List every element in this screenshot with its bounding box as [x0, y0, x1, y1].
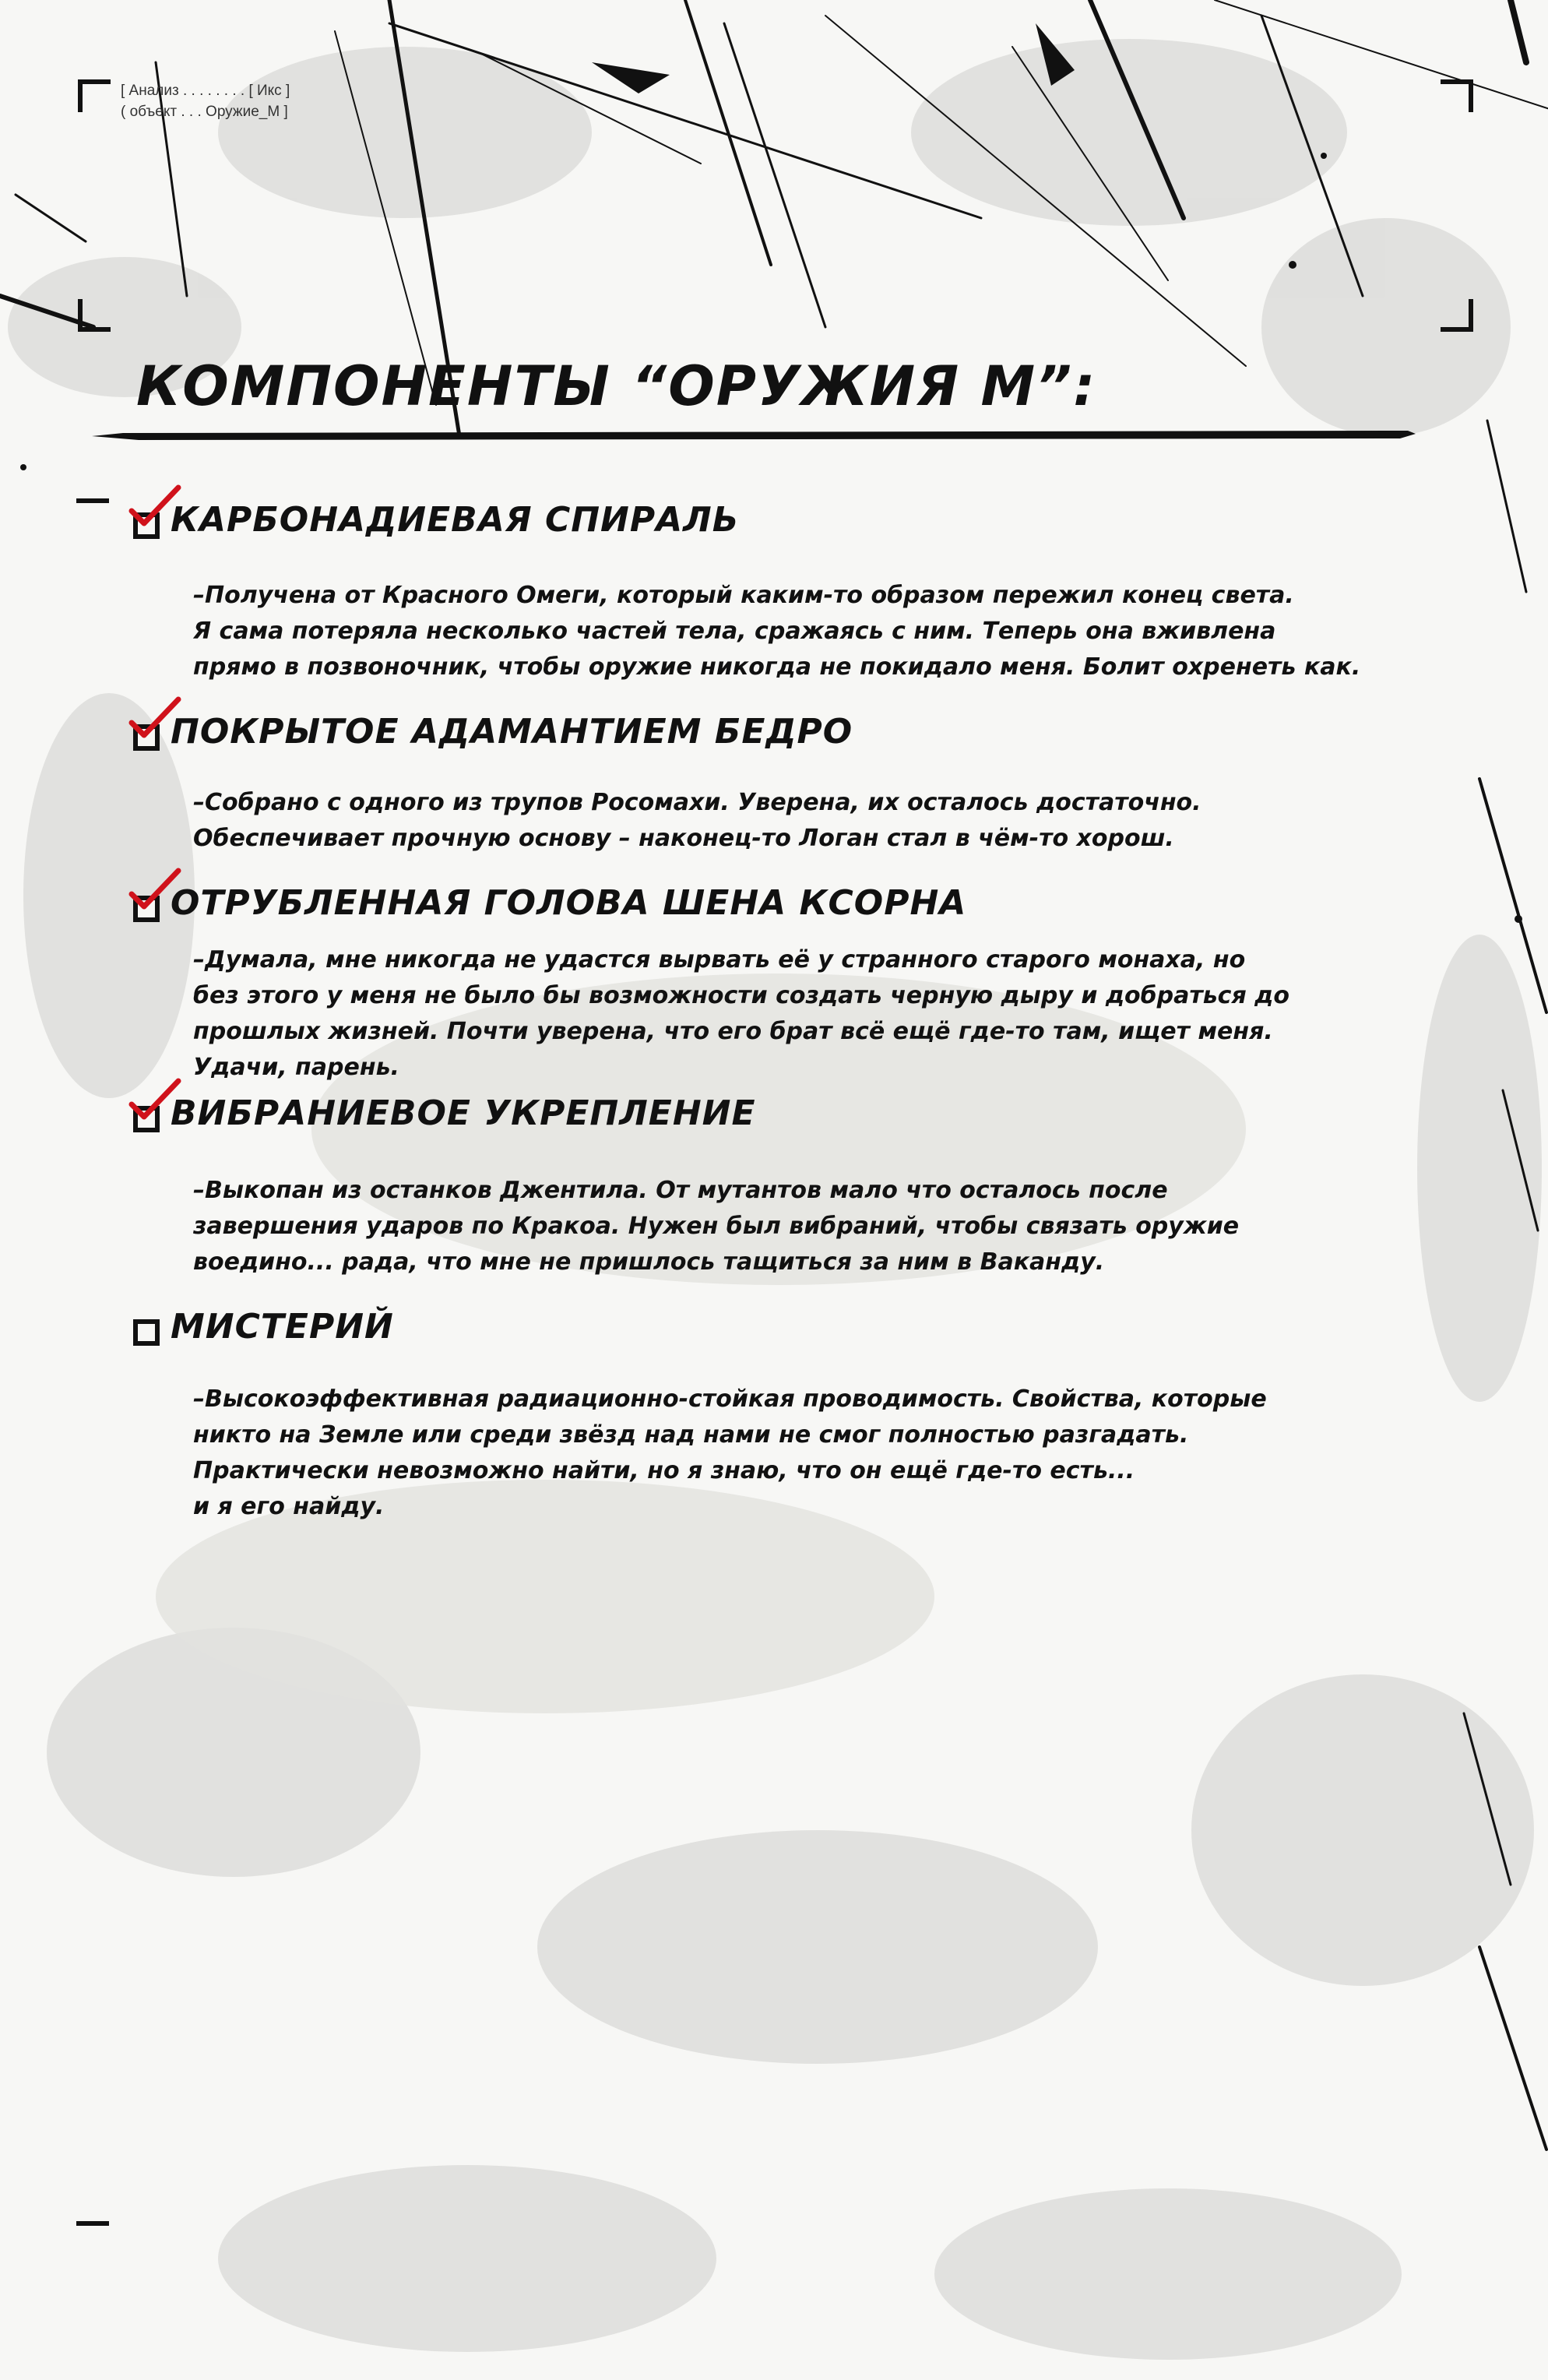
description-line: никто на Земле или среди звёзд над нами не смог полностью разгадать. [193, 1421, 1189, 1449]
frame-corner-top-right [1441, 79, 1473, 112]
page-title: КОМПОНЕНТЫ “ОРУЖИЯ М”: [136, 354, 1097, 418]
frame-corner-bottom-right [1441, 299, 1473, 332]
description-line: прошлых жизней. Почти уверена, что его брат всё ещё где-то там, ищет меня. [193, 1018, 1273, 1045]
component-title: ОТРУБЛЕННАЯ ГОЛОВА ШЕНА КСОРНА [171, 883, 967, 923]
description-line: и я его найду. [193, 1493, 385, 1520]
description-line: –Выкопан из останков Джентила. От мутантов мало что осталось после [193, 1177, 1168, 1204]
component-description [193, 785, 1346, 857]
description-line: Практически невозможно найти, но я знаю, что он ещё где-то есть... [193, 1457, 1135, 1484]
description-line: –Собрано с одного из трупов Росомахи. Уверена, их осталось достаточно. [193, 789, 1201, 816]
description-line: завершения ударов по Кракоа. Нужен был вибраний, чтобы связать оружие [193, 1213, 1240, 1240]
component-title: ПОКРЫТОЕ АДАМАНТИЕМ БЕДРО [171, 712, 853, 752]
component-description [193, 942, 1346, 1086]
description-line: Я сама потеряла несколько частей тела, сражаясь с ним. Теперь она вживлена [193, 618, 1276, 645]
description-line: Обеспечивает прочную основу – наконец-то Логан стал в чём-то хорош. [193, 825, 1174, 852]
component-title: МИСТЕРИЙ [171, 1307, 394, 1347]
component-description [193, 1173, 1346, 1280]
description-line: прямо в позвоночник, чтобы оружие никогда не покидало меня. Болит охренеть как. [193, 653, 1361, 681]
analysis-line: [ Анализ . . . . . . . . [ Икс ] [121, 83, 290, 99]
margin-dash-top [76, 498, 109, 503]
component-description [193, 1382, 1346, 1525]
description-line: –Думала, мне никогда не удастся вырвать её у странного старого монаха, но [193, 946, 1246, 973]
description-line: –Высокоэффективная радиационно-стойкая проводимость. Свойства, которые [193, 1385, 1267, 1413]
description-line: воедино... рада, что мне не пришлось тащиться за ним в Ваканду. [193, 1248, 1105, 1276]
margin-dash-bottom [76, 2221, 109, 2226]
analysis-meta [121, 80, 290, 122]
description-line: без этого у меня не было бы возможности создать черную дыру и добраться до [193, 982, 1290, 1009]
description-line: Удачи, парень. [193, 1054, 399, 1081]
component-description [193, 578, 1361, 685]
component-title: КАРБОНАДИЕВАЯ СПИРАЛЬ [171, 500, 740, 540]
object-line: ( объект . . . Оружие_М ] [121, 104, 288, 120]
component-title: ВИБРАНИЕВОЕ УКРЕПЛЕНИЕ [171, 1093, 756, 1133]
frame-corner-top-left [78, 79, 111, 112]
title-underline [92, 429, 1416, 442]
checkbox[interactable] [133, 1319, 160, 1346]
description-line: –Получена от Красного Омеги, который каким-то образом пережил конец света. [193, 582, 1294, 609]
frame-corner-bottom-left [78, 299, 111, 332]
